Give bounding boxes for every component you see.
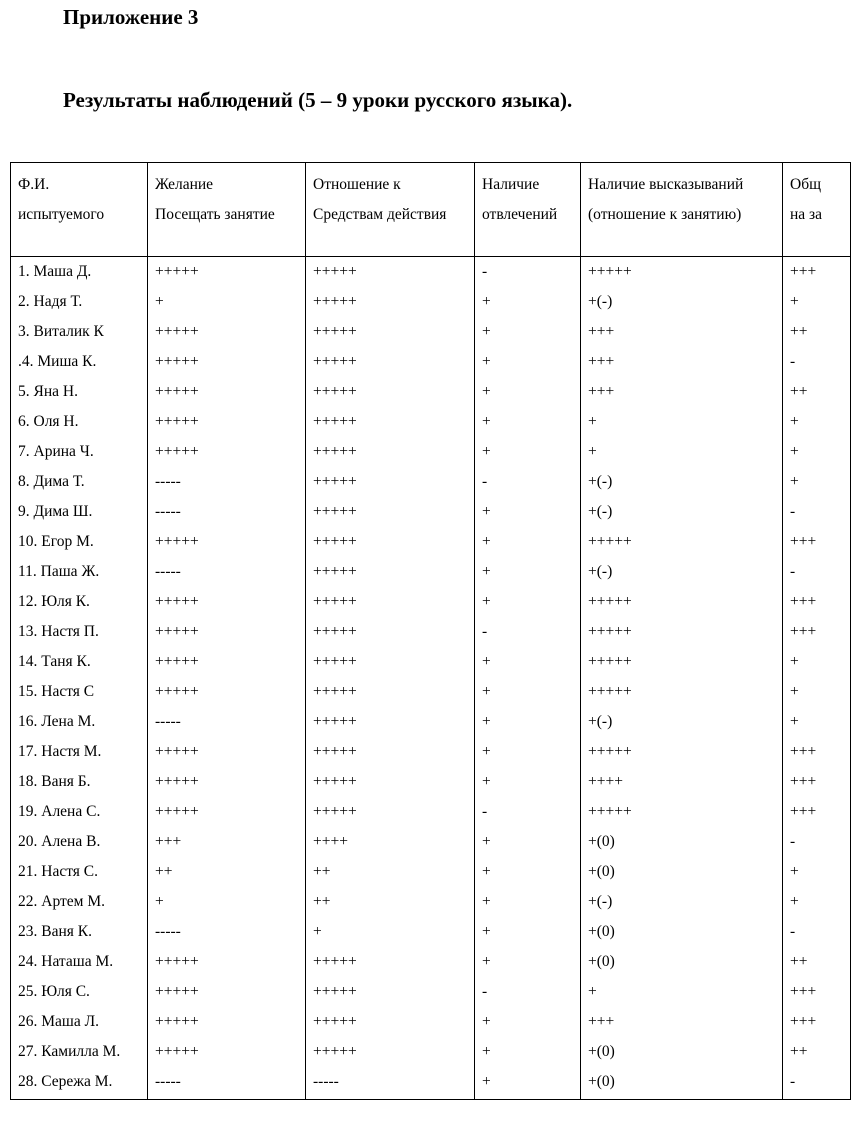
table-row (11, 1067, 851, 1100)
cell-attitude: +++++ (306, 1037, 475, 1067)
cell-distractions: + (475, 737, 581, 767)
cell-attitude: +++++ (306, 527, 475, 557)
table-row (11, 527, 851, 557)
cell-statements: +(-) (581, 557, 783, 587)
cell-attitude: +++++ (306, 287, 475, 317)
cell-desire: ----- (148, 707, 306, 737)
cell-student-name: 2. Надя Т. (11, 287, 148, 317)
cell-student-name: 6. Оля Н. (11, 407, 148, 437)
cell-general: - (783, 917, 851, 947)
cell-distractions: - (475, 977, 581, 1007)
cell-desire: +++++ (148, 437, 306, 467)
cell-distractions: + (475, 707, 581, 737)
cell-general: - (783, 497, 851, 527)
header-general (783, 163, 851, 257)
cell-student-name: 3. Виталик К (11, 317, 148, 347)
cell-desire: ++ (148, 857, 306, 887)
header-line: Отношение к (313, 176, 401, 193)
cell-distractions: + (475, 857, 581, 887)
cell-student-name: 7. Арина Ч. (11, 437, 148, 467)
cell-statements: +(0) (581, 1037, 783, 1067)
cell-desire: +++++ (148, 737, 306, 767)
cell-attitude: ++ (306, 857, 475, 887)
cell-statements: +(-) (581, 707, 783, 737)
cell-desire: +++++ (148, 1007, 306, 1037)
cell-general: + (783, 437, 851, 467)
cell-general: ++ (783, 317, 851, 347)
cell-statements: +(0) (581, 1067, 783, 1100)
cell-statements: +++++ (581, 737, 783, 767)
cell-general: +++ (783, 587, 851, 617)
cell-desire: +++++ (148, 1037, 306, 1067)
cell-student-name: 1. Маша Д. (11, 257, 148, 288)
cell-desire: +++++ (148, 587, 306, 617)
header-line: Средствам действия (313, 206, 447, 223)
cell-student-name: 18. Ваня Б. (11, 767, 148, 797)
table-body (11, 257, 851, 1100)
cell-statements: +(-) (581, 887, 783, 917)
cell-desire: ----- (148, 497, 306, 527)
cell-attitude: +++++ (306, 677, 475, 707)
cell-general: + (783, 287, 851, 317)
cell-distractions: + (475, 1037, 581, 1067)
table-row (11, 887, 851, 917)
cell-statements: +++ (581, 1007, 783, 1037)
cell-attitude: +++++ (306, 647, 475, 677)
cell-student-name: 17. Настя М. (11, 737, 148, 767)
cell-general: + (783, 407, 851, 437)
cell-statements: +++++ (581, 677, 783, 707)
cell-statements: + (581, 407, 783, 437)
cell-general: ++ (783, 1037, 851, 1067)
cell-attitude: +++++ (306, 587, 475, 617)
cell-statements: + (581, 977, 783, 1007)
cell-general: + (783, 707, 851, 737)
header-line: Наличие высказываний (588, 176, 744, 193)
cell-distractions: + (475, 827, 581, 857)
cell-general: - (783, 557, 851, 587)
cell-student-name: 8. Дима Т. (11, 467, 148, 497)
table-row (11, 587, 851, 617)
cell-desire: +++ (148, 827, 306, 857)
cell-statements: +++++ (581, 617, 783, 647)
cell-general: +++ (783, 767, 851, 797)
cell-general: +++ (783, 797, 851, 827)
cell-student-name: .4. Миша К. (11, 347, 148, 377)
header-line: на за (790, 206, 823, 223)
appendix-title: Приложение 3 (63, 5, 199, 29)
table-row (11, 467, 851, 497)
cell-desire: + (148, 287, 306, 317)
cell-general: + (783, 887, 851, 917)
cell-general: - (783, 827, 851, 857)
cell-attitude: +++++ (306, 407, 475, 437)
cell-desire: +++++ (148, 647, 306, 677)
cell-desire: ----- (148, 917, 306, 947)
cell-distractions: + (475, 317, 581, 347)
cell-student-name: 21. Настя С. (11, 857, 148, 887)
cell-distractions: - (475, 617, 581, 647)
cell-student-name: 14. Таня К. (11, 647, 148, 677)
cell-statements: +++ (581, 377, 783, 407)
table-row (11, 497, 851, 527)
table-row (11, 857, 851, 887)
cell-distractions: + (475, 287, 581, 317)
cell-distractions: + (475, 437, 581, 467)
cell-attitude: ++++ (306, 827, 475, 857)
cell-desire: +++++ (148, 947, 306, 977)
cell-statements: +(-) (581, 497, 783, 527)
cell-statements: +(0) (581, 917, 783, 947)
cell-student-name: 19. Алена С. (11, 797, 148, 827)
header-desire-to-attend (148, 163, 306, 257)
header-attitude-to-means (306, 163, 475, 257)
cell-general: ++ (783, 947, 851, 977)
table-row (11, 827, 851, 857)
cell-student-name: 24. Наташа М. (11, 947, 148, 977)
table-row (11, 707, 851, 737)
cell-attitude: +++++ (306, 1007, 475, 1037)
cell-general: ++ (783, 377, 851, 407)
cell-attitude: +++++ (306, 467, 475, 497)
cell-student-name: 13. Настя П. (11, 617, 148, 647)
header-line: Посещать занятие (155, 206, 275, 223)
cell-statements: +(0) (581, 947, 783, 977)
table-row (11, 557, 851, 587)
cell-desire: + (148, 887, 306, 917)
header-row (11, 163, 851, 257)
cell-statements: +++++ (581, 647, 783, 677)
cell-distractions: + (475, 1067, 581, 1100)
cell-student-name: 5. Яна Н. (11, 377, 148, 407)
cell-student-name: 28. Сережа М. (11, 1067, 148, 1100)
table-row (11, 677, 851, 707)
cell-distractions: + (475, 1007, 581, 1037)
cell-student-name: 23. Ваня К. (11, 917, 148, 947)
cell-desire: +++++ (148, 377, 306, 407)
header-line: отвлечений (482, 206, 558, 223)
cell-general: +++ (783, 977, 851, 1007)
table-row (11, 1007, 851, 1037)
cell-statements: ++++ (581, 767, 783, 797)
cell-attitude: +++++ (306, 977, 475, 1007)
cell-desire: ----- (148, 1067, 306, 1100)
cell-student-name: 10. Егор М. (11, 527, 148, 557)
cell-statements: +++++ (581, 797, 783, 827)
cell-desire: +++++ (148, 317, 306, 347)
cell-attitude: +++++ (306, 347, 475, 377)
cell-student-name: 11. Паша Ж. (11, 557, 148, 587)
cell-student-name: 20. Алена В. (11, 827, 148, 857)
cell-distractions: - (475, 467, 581, 497)
cell-statements: +++++ (581, 527, 783, 557)
cell-student-name: 9. Дима Ш. (11, 497, 148, 527)
cell-desire: +++++ (148, 767, 306, 797)
cell-distractions: + (475, 947, 581, 977)
table-row (11, 317, 851, 347)
cell-attitude: +++++ (306, 617, 475, 647)
cell-desire: +++++ (148, 347, 306, 377)
cell-general: + (783, 857, 851, 887)
cell-statements: +++ (581, 347, 783, 377)
observation-table-container (10, 162, 823, 1105)
header-line: Наличие (482, 176, 540, 193)
header-distractions (475, 163, 581, 257)
cell-general: - (783, 1067, 851, 1100)
cell-student-name: 15. Настя С (11, 677, 148, 707)
cell-distractions: + (475, 347, 581, 377)
table-row (11, 617, 851, 647)
table-row (11, 917, 851, 947)
cell-general: +++ (783, 527, 851, 557)
table-row (11, 377, 851, 407)
cell-student-name: 12. Юля К. (11, 587, 148, 617)
cell-student-name: 26. Маша Л. (11, 1007, 148, 1037)
table-row (11, 1037, 851, 1067)
cell-desire: +++++ (148, 977, 306, 1007)
cell-student-name: 27. Камилла М. (11, 1037, 148, 1067)
header-line: (отношение к занятию) (588, 206, 742, 223)
header-line: испытуемого (18, 206, 105, 223)
cell-general: +++ (783, 737, 851, 767)
cell-attitude: +++++ (306, 707, 475, 737)
table-row (11, 257, 851, 288)
cell-distractions: - (475, 797, 581, 827)
table-row (11, 347, 851, 377)
cell-student-name: 16. Лена М. (11, 707, 148, 737)
cell-general: +++ (783, 257, 851, 288)
cell-distractions: + (475, 557, 581, 587)
cell-statements: +(0) (581, 857, 783, 887)
cell-statements: +++++ (581, 587, 783, 617)
cell-distractions: + (475, 527, 581, 557)
cell-student-name: 22. Артем М. (11, 887, 148, 917)
table-row (11, 947, 851, 977)
cell-distractions: - (475, 257, 581, 288)
cell-attitude: +++++ (306, 557, 475, 587)
header-line: Ф.И. (18, 176, 50, 193)
table-row (11, 977, 851, 1007)
cell-desire: ----- (148, 557, 306, 587)
document-title: Результаты наблюдений (5 – 9 уроки русского языка). (63, 88, 573, 112)
cell-general: +++ (783, 617, 851, 647)
table-header (11, 163, 851, 257)
cell-desire: +++++ (148, 527, 306, 557)
cell-general: + (783, 467, 851, 497)
table-row (11, 737, 851, 767)
cell-statements: +++ (581, 317, 783, 347)
cell-general: + (783, 677, 851, 707)
cell-general: + (783, 647, 851, 677)
table-row (11, 287, 851, 317)
cell-distractions: + (475, 587, 581, 617)
cell-statements: + (581, 437, 783, 467)
cell-statements: +++++ (581, 257, 783, 288)
table-row (11, 437, 851, 467)
cell-statements: +(-) (581, 467, 783, 497)
cell-distractions: + (475, 377, 581, 407)
cell-distractions: + (475, 677, 581, 707)
cell-attitude: +++++ (306, 737, 475, 767)
cell-statements: +(-) (581, 287, 783, 317)
cell-attitude: +++++ (306, 497, 475, 527)
table-row (11, 407, 851, 437)
table-row (11, 767, 851, 797)
cell-student-name: 25. Юля С. (11, 977, 148, 1007)
cell-general: - (783, 347, 851, 377)
cell-attitude: +++++ (306, 257, 475, 288)
cell-desire: ----- (148, 467, 306, 497)
table-row (11, 797, 851, 827)
cell-distractions: + (475, 647, 581, 677)
cell-distractions: + (475, 407, 581, 437)
cell-attitude: +++++ (306, 377, 475, 407)
header-student-name (11, 163, 148, 257)
cell-attitude: +++++ (306, 437, 475, 467)
cell-general: +++ (783, 1007, 851, 1037)
cell-desire: +++++ (148, 257, 306, 288)
header-statements (581, 163, 783, 257)
cell-desire: +++++ (148, 797, 306, 827)
cell-statements: +(0) (581, 827, 783, 857)
cell-attitude: + (306, 917, 475, 947)
observation-results-table (10, 162, 851, 1100)
cell-attitude: +++++ (306, 797, 475, 827)
cell-attitude: +++++ (306, 767, 475, 797)
cell-attitude: ++ (306, 887, 475, 917)
cell-desire: +++++ (148, 677, 306, 707)
table-row (11, 647, 851, 677)
header-line: Желание (155, 176, 214, 193)
cell-distractions: + (475, 497, 581, 527)
cell-distractions: + (475, 887, 581, 917)
cell-distractions: + (475, 767, 581, 797)
cell-distractions: + (475, 917, 581, 947)
header-line: Общ (790, 176, 822, 193)
cell-attitude: +++++ (306, 947, 475, 977)
cell-attitude: ----- (306, 1067, 475, 1100)
cell-desire: +++++ (148, 617, 306, 647)
cell-desire: +++++ (148, 407, 306, 437)
cell-attitude: +++++ (306, 317, 475, 347)
